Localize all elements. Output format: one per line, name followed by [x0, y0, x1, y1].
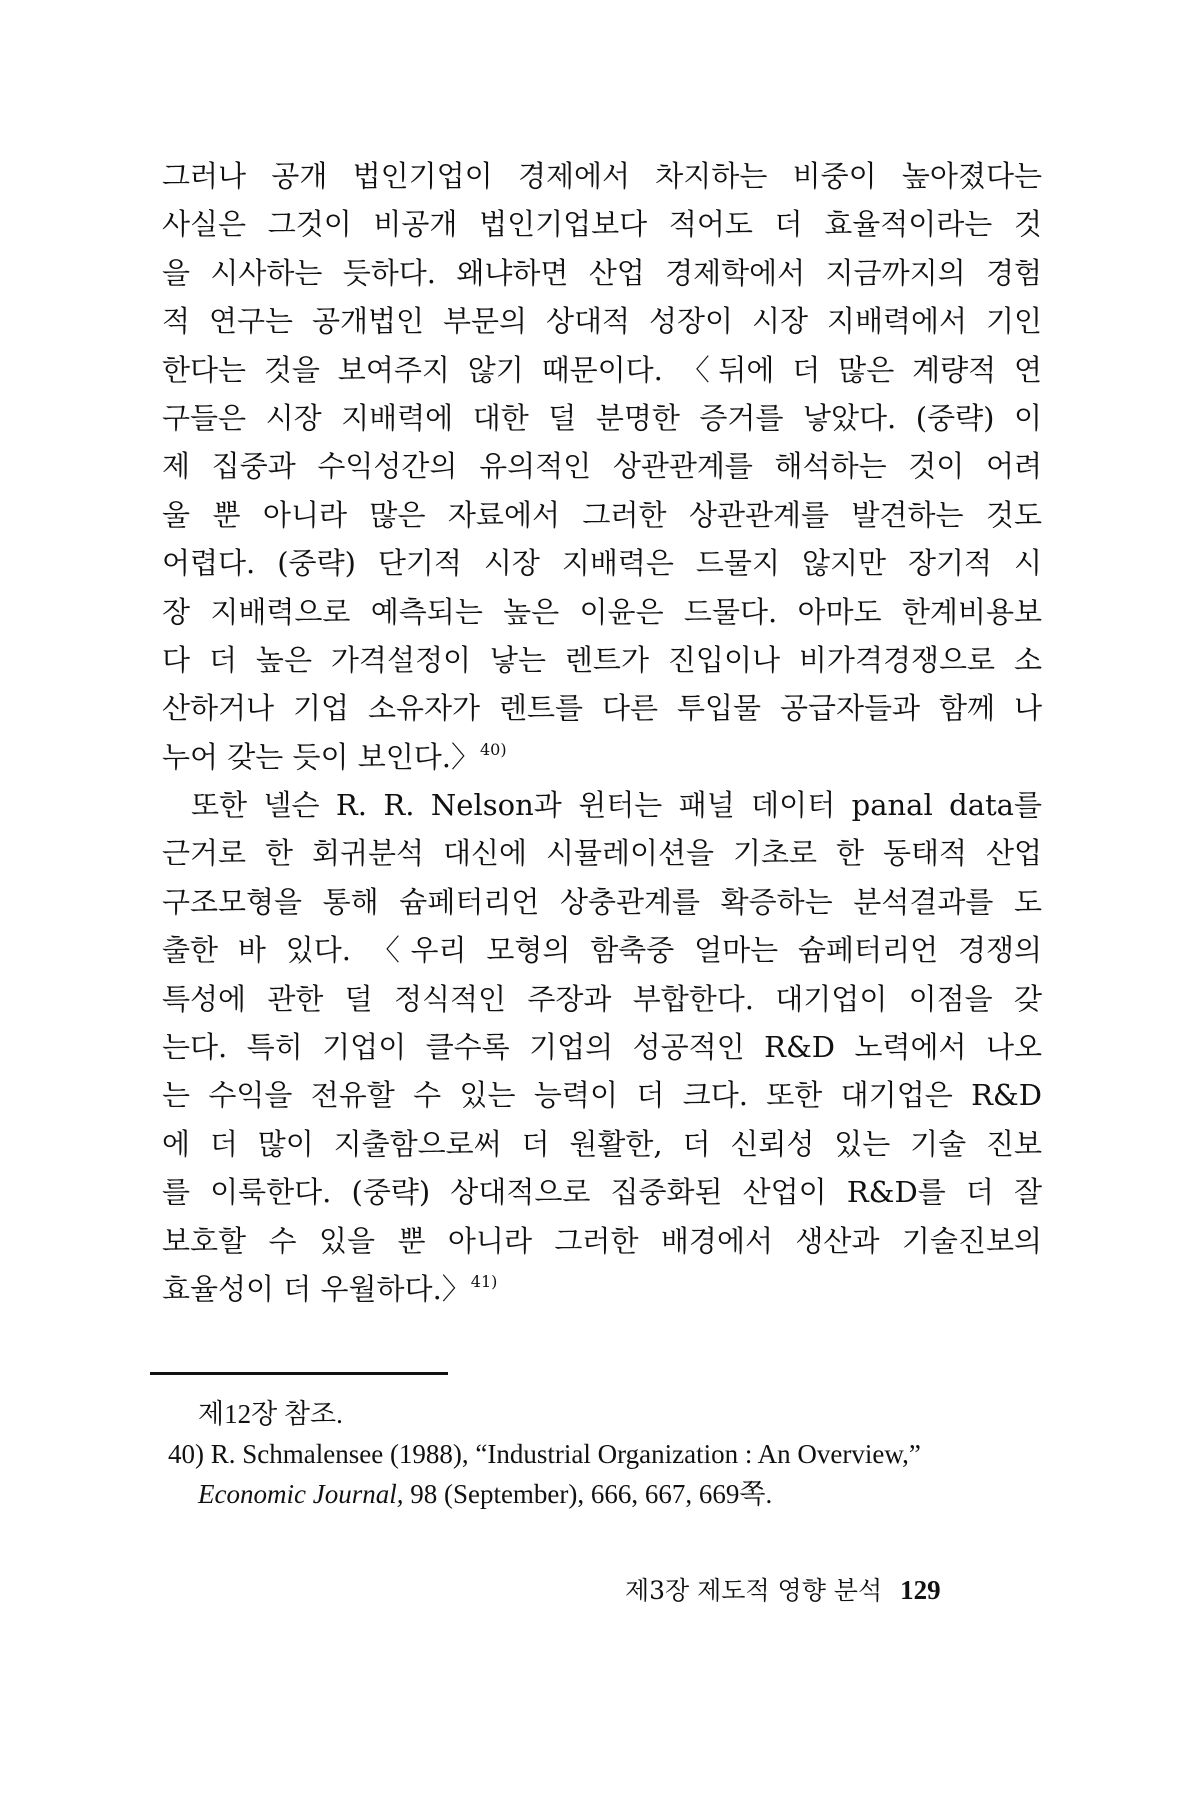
body-text — [162, 152, 1042, 1313]
text-line: 출한 바 있다. 〈우리 모형의 함축중 얼마는 슘페터리언 경쟁의 — [162, 933, 1042, 968]
text-line: 구조모형을 통해 슘페터리언 상충관계를 확증하는 분석결과를 도 — [162, 884, 1042, 919]
citation-details: 98 (September), 666, 667, 669쪽. — [403, 1479, 773, 1509]
text-line: 근거로 한 회귀분석 대신에 시뮬레이션을 기초로 한 동태적 산업 — [162, 836, 1042, 871]
text-line: 보호할 수 있을 뿐 아니라 그러한 배경에서 생산과 기술진보의 — [162, 1223, 1042, 1258]
text-line: 다 더 높은 가격설정이 낳는 렌트가 진입이나 비가격경쟁으로 소 — [162, 642, 1042, 677]
text-line: 는다. 특히 기업이 클수록 기업의 성공적인 R&D 노력에서 나오 — [162, 1030, 1042, 1065]
journal-title: Economic Journal, — [198, 1479, 404, 1509]
page-footer — [625, 1573, 1005, 1608]
running-head: 제3장 제도적 영향 분석 — [625, 1576, 883, 1605]
text-line: 사실은 그것이 비공개 법인기업보다 적어도 더 효율적이라는 것 — [162, 207, 1042, 242]
footnotes — [168, 1394, 1048, 1514]
text-line: 을 시사하는 듯하다. 왜냐하면 산업 경제학에서 지금까지의 경험 — [162, 255, 1042, 290]
text-line: 를 이룩한다. (중략) 상대적으로 집중화된 산업이 R&D를 더 잘 — [162, 1175, 1042, 1210]
text-line-content: 누어 갖는 듯이 보인다.〉 — [162, 739, 480, 774]
text-line: 한다는 것을 보여주지 않기 때문이다. 〈뒤에 더 많은 계량적 연 — [162, 352, 1042, 387]
footnote-ref-40: 40) — [480, 739, 507, 759]
text-line: 구들은 시장 지배력에 대한 덜 분명한 증거를 낳았다. (중략) 이 — [162, 400, 1042, 435]
footnote-40-citation — [168, 1474, 1048, 1514]
text-line: 제 집중과 수익성간의 유의적인 상관관계를 해석하는 것이 어려 — [162, 449, 1042, 484]
page-number: 129 — [900, 1575, 941, 1605]
text-line: 장 지배력으로 예측되는 높은 이윤은 드물다. 아마도 한계비용보 — [162, 594, 1042, 629]
footnote-40: 40) R. Schmalensee (1988), “Industrial Organization : An Overview,” — [168, 1439, 921, 1469]
text-line-last — [162, 733, 1042, 781]
footnote-divider — [150, 1372, 448, 1375]
text-line-content: 효율성이 더 우월하다.〉 — [162, 1271, 471, 1306]
text-line: 그러나 공개 법인기업이 경제에서 차지하는 비중이 높아졌다는 — [162, 159, 1042, 193]
text-line: 특성에 관한 덜 정식적인 주장과 부합한다. 대기업이 이점을 갖 — [162, 981, 1042, 1016]
text-line: 울 뿐 아니라 많은 자료에서 그러한 상관관계를 발견하는 것도 — [162, 497, 1042, 532]
text-line: 는 수익을 전유할 수 있는 능력이 더 크다. 또한 대기업은 R&D — [162, 1078, 1042, 1113]
text-line: 어렵다. (중략) 단기적 시장 지배력은 드물지 않지만 장기적 시 — [162, 546, 1042, 581]
text-line: 에 더 많이 지출함으로써 더 원활한, 더 신뢰성 있는 기술 진보 — [162, 1126, 1042, 1161]
footnote-ref-41: 41) — [470, 1271, 498, 1291]
text-line: 산하거나 기업 소유자가 렌트를 다른 투입물 공급자들과 함께 나 — [162, 691, 1042, 726]
paragraph-2 — [162, 781, 1042, 1313]
text-line-last — [162, 1265, 1042, 1313]
text-line: 또한 넬슨 R. R. Nelson과 윈터는 패널 데이터 panal data를 — [191, 788, 1042, 823]
text-line: 적 연구는 공개법인 부문의 상대적 성장이 시장 지배력에서 기인 — [162, 304, 1042, 339]
paragraph-1 — [162, 152, 1042, 781]
footnote-continuation: 제12장 참조. — [198, 1399, 343, 1429]
